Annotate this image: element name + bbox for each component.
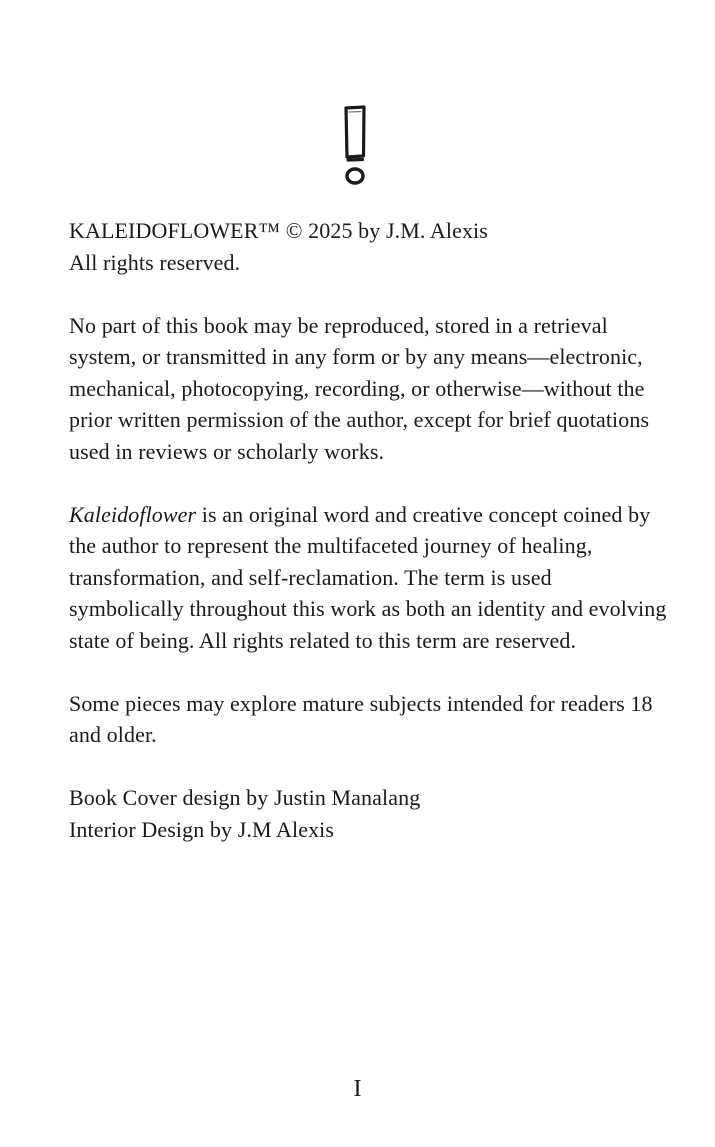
rights-paragraph: No part of this book may be reproduced, stored in a retrieval system, or transmitted in any form or by any means—electronic, mechanical, photocopying, recording, or otherwise—without the prior written permission of the author, except for brief quotations used in reviews or scholarly works. — [69, 312, 650, 464]
term-description: is an original word and creative concept coined by the author to represent the multifaceted journey of healing, transformation, and self-reclamation. The term is used symbolically throughout this work as both an identity and evolving state of being. All rights related to this term are reserved. — [69, 501, 667, 653]
exclamation-mark-icon — [340, 104, 370, 188]
content-note: Some pieces may explore mature subjects intended for readers 18 and older. — [69, 690, 653, 747]
copyright-text — [69, 215, 669, 845]
interior-credit: Interior Design by J.M Alexis — [69, 816, 335, 842]
cover-credit: Book Cover design by Justin Manalang — [69, 785, 421, 810]
page-number: I — [353, 1076, 362, 1102]
rights-reserved-line: All rights reserved. — [69, 249, 241, 275]
term-name: Kaleidoflower — [69, 501, 197, 527]
copyright-line: KALEIDOFLOWER™ © 2025 by J.M. Alexis — [69, 218, 488, 243]
term-paragraph — [69, 499, 669, 657]
